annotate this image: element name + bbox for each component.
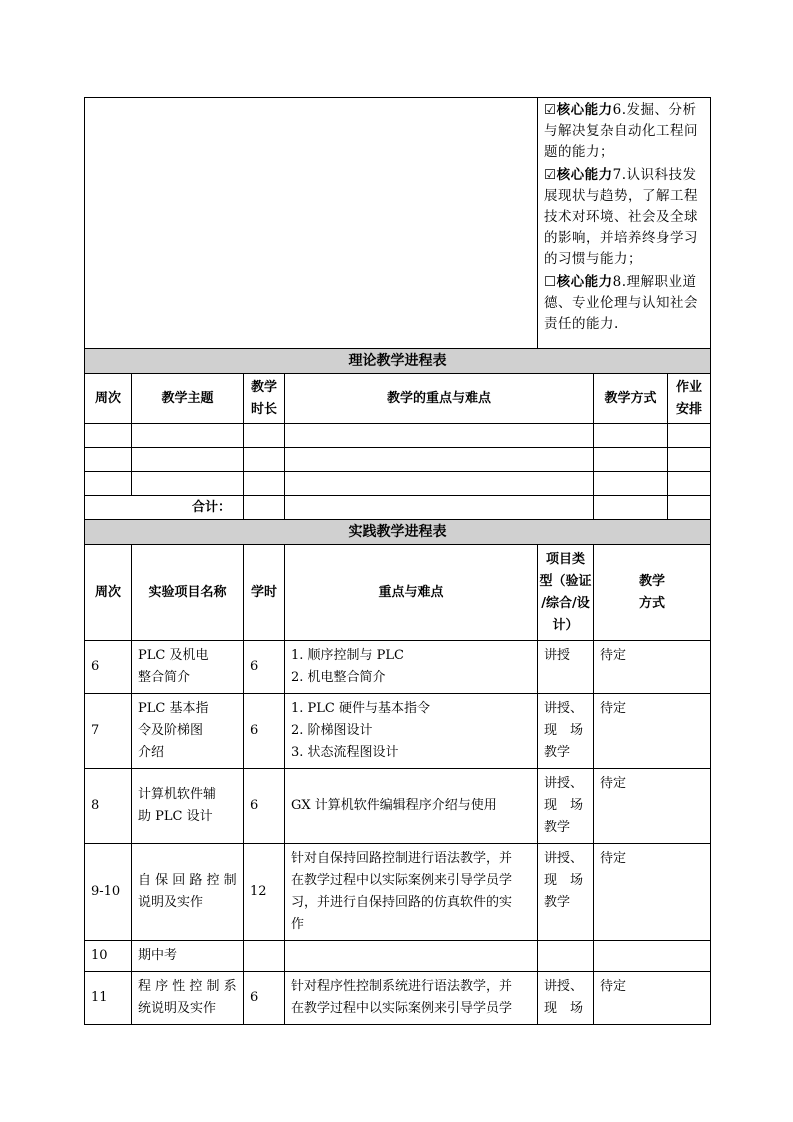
practice-header-row: 周次 实验项目名称 学时 重点与难点 项目类 型（验证 /综合/设 计） 教学 方式 bbox=[85, 545, 711, 641]
table-row: 9-10 自 保 回 路 控 制 说明及实作 12 针对自保持回路控制进行语法教学，并 在教学过程中以实际案例来引导学员学 习，并进行自保持回路的仿真软件的实 作 讲授、 现 场 教学 待定 bbox=[85, 844, 711, 941]
core-competency-6: ☑核心能力6.发掘、分析与解决复杂自动化工程问题的能力； bbox=[544, 102, 698, 160]
theory-empty-row bbox=[85, 448, 711, 472]
table-row: 11 程 序 性 控 制 系 统说明及实作 6 针对程序性控制系统进行语法教学，并 在教学过程中以实际案例来引导学员学 讲授、 现 场 待定 bbox=[85, 972, 711, 1025]
table-row: 10 期中考 bbox=[85, 941, 711, 972]
checked-box-icon: ☑ bbox=[544, 102, 557, 118]
core-competency-7: ☑核心能力7.认识科技发展现状与趋势，了解工程技术对环境、社会及全球的影响，并培养终身学习的习惯与能力； bbox=[544, 167, 698, 267]
core-competency-cell bbox=[538, 98, 711, 349]
course-schedule-page bbox=[84, 97, 710, 1025]
table-row: 8 计算机软件辅 助 PLC 设计 6 GX 计算机软件编辑程序介绍与使用 讲授、 现 场 教学 待定 bbox=[85, 769, 711, 844]
table-row: 6 PLC 及机电 整合简介 6 1. 顺序控制与 PLC 2. 机电整合简介 讲授 待定 bbox=[85, 641, 711, 694]
core-competency-8: ☐核心能力8.理解职业道德、专业伦理与认知社会责任的能力. bbox=[544, 274, 698, 332]
theory-empty-row bbox=[85, 424, 711, 448]
theory-empty-row bbox=[85, 472, 711, 496]
theory-title: 理论教学进程表 bbox=[85, 349, 711, 374]
table-row: 7 PLC 基本指 令及阶梯图 介绍 6 1. PLC 硬件与基本指令 2. 阶梯图设计 3. 状态流程图设计 讲授、 现 场 教学 待定 bbox=[85, 694, 711, 769]
core-competency-row bbox=[85, 98, 711, 349]
blank-cell bbox=[85, 98, 538, 349]
schedule-table bbox=[84, 97, 711, 1025]
theory-total-row: 合计： bbox=[85, 496, 711, 520]
checked-box-icon: ☑ bbox=[544, 167, 557, 183]
unchecked-box-icon: ☐ bbox=[544, 274, 557, 290]
theory-header-row: 周次 教学主题 教学 时长 教学的重点与难点 教学方式 作业 安排 bbox=[85, 374, 711, 424]
practice-title: 实践教学进程表 bbox=[85, 520, 711, 545]
